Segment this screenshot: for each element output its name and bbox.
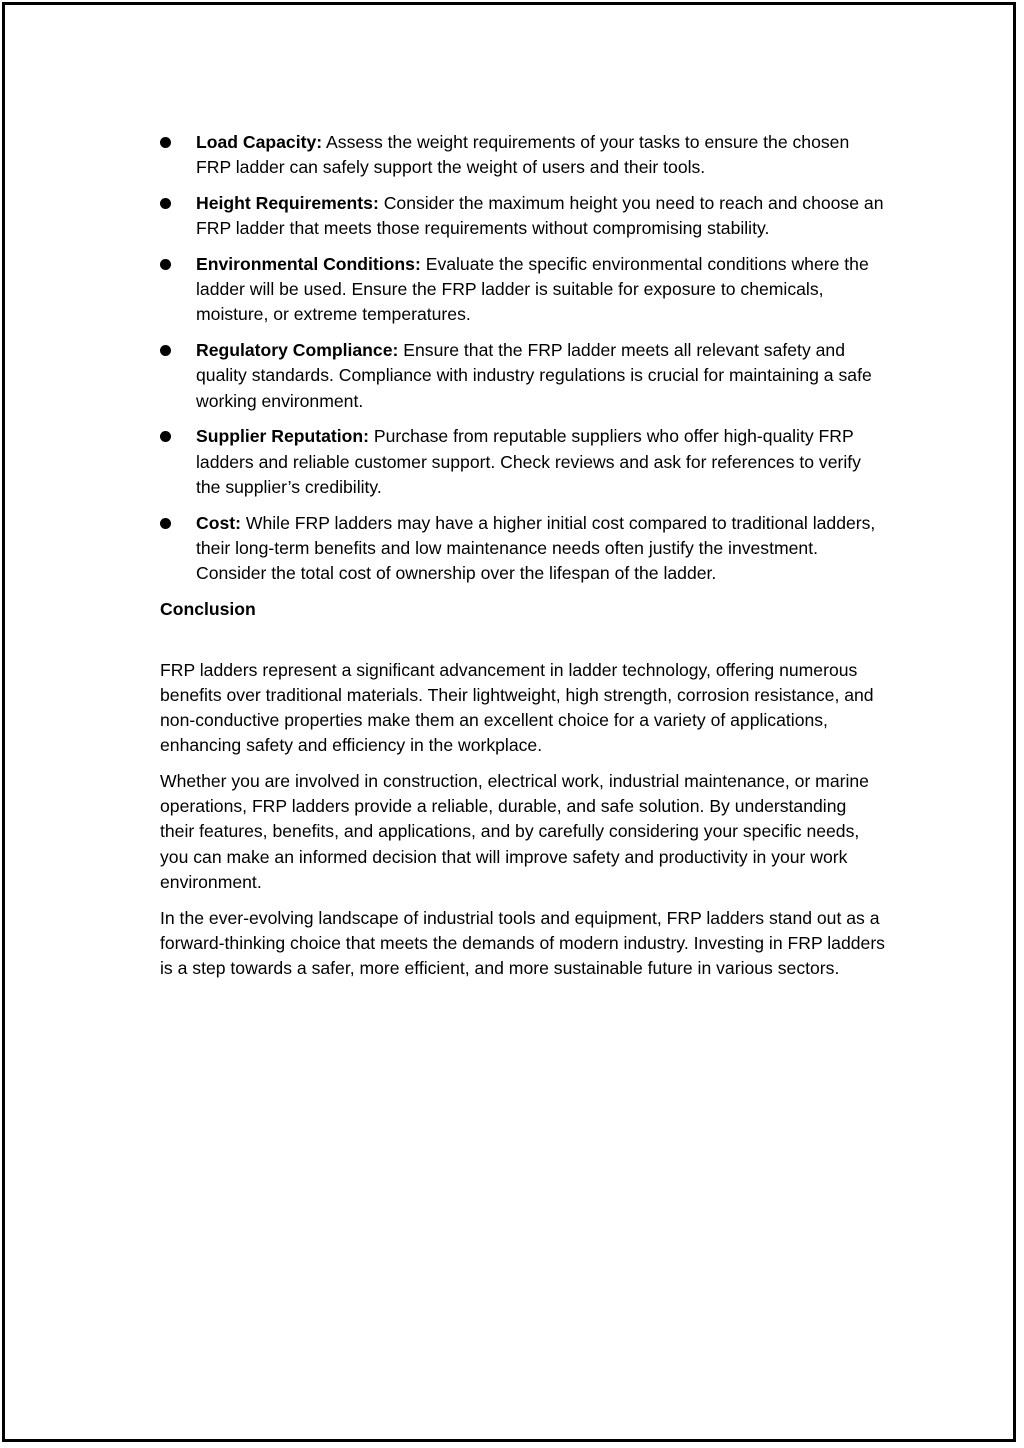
bullet-text: Ensure that the FRP ladder meets all relevant safety and quality standards. Compliance with industry regulations is crucial for maintaining a safe working environment. (196, 340, 872, 411)
document-body (160, 130, 885, 992)
considerations-list (160, 130, 885, 586)
bullet-text: Assess the weight requirements of your tasks to ensure the chosen FRP ladder can safely support the weight of users and their tools. (196, 132, 850, 178)
bullet-term: Supplier Reputation: (196, 426, 369, 447)
conclusion-paragraph: Whether you are involved in construction, electrical work, industrial maintenance, or marine operations, FRP ladders provide a reliable, durable, and safe solution. By understanding their features, benefits, and applications, and by carefully considering your specific needs, you can make an informed decision that will improve safety and productivity in your work environment. (160, 771, 869, 892)
list-item (160, 130, 885, 180)
bullet-text: While FRP ladders may have a higher initial cost compared to traditional ladders, their long-term benefits and low maintenance needs often justify the investment. Consider the total cost of ownership over the lifespan of the ladder. (196, 512, 876, 584)
list-item (160, 424, 885, 500)
bullet-text: Purchase from reputable suppliers who offer high-quality FRP ladders and reliable customer support. Check reviews and ask for references to verify the supplier’s credibility. (196, 426, 861, 497)
bullet-term: Load Capacity: (196, 132, 323, 152)
bullet-icon (160, 259, 171, 270)
bullet-text: Consider the maximum height you need to reach and choose an FRP ladder that meets those requirements without compromising stability. (196, 193, 884, 239)
list-item (160, 252, 885, 328)
page-frame (2, 2, 1016, 1442)
bullet-icon (160, 518, 171, 529)
bullet-term: Cost: (196, 512, 241, 533)
bullet-term: Environmental Conditions: (196, 254, 421, 274)
bullet-text: Evaluate the specific environmental conditions where the ladder will be used. Ensure the FRP ladder is suitable for exposure to chemicals, moisture, or extreme temperatures. (196, 254, 869, 325)
bullet-icon (160, 198, 171, 209)
bullet-term: Height Requirements: (196, 193, 379, 213)
bullet-term: Regulatory Compliance: (196, 340, 399, 361)
conclusion-paragraph: In the ever-evolving landscape of industrial tools and equipment, FRP ladders stand out as a forward-thinking choice that meets the demands of modern industry. Investing in FRP ladders is a step towards a safer, more efficient, and more sustainable future in various sectors. (160, 907, 885, 979)
list-item (160, 338, 885, 414)
bullet-icon (160, 345, 171, 356)
bullet-icon (160, 137, 171, 148)
conclusion-paragraph: FRP ladders represent a significant advancement in ladder technology, offering numerous benefits over traditional materials. Their lightweight, high strength, corrosion resistance, and non-conductive properties make them an excellent choice for a variety of applications, enhancing safety and efficiency in the workplace. (160, 659, 874, 756)
bullet-icon (160, 431, 171, 442)
list-item (160, 191, 885, 241)
list-item (160, 511, 885, 587)
conclusion-heading: Conclusion (160, 598, 256, 619)
